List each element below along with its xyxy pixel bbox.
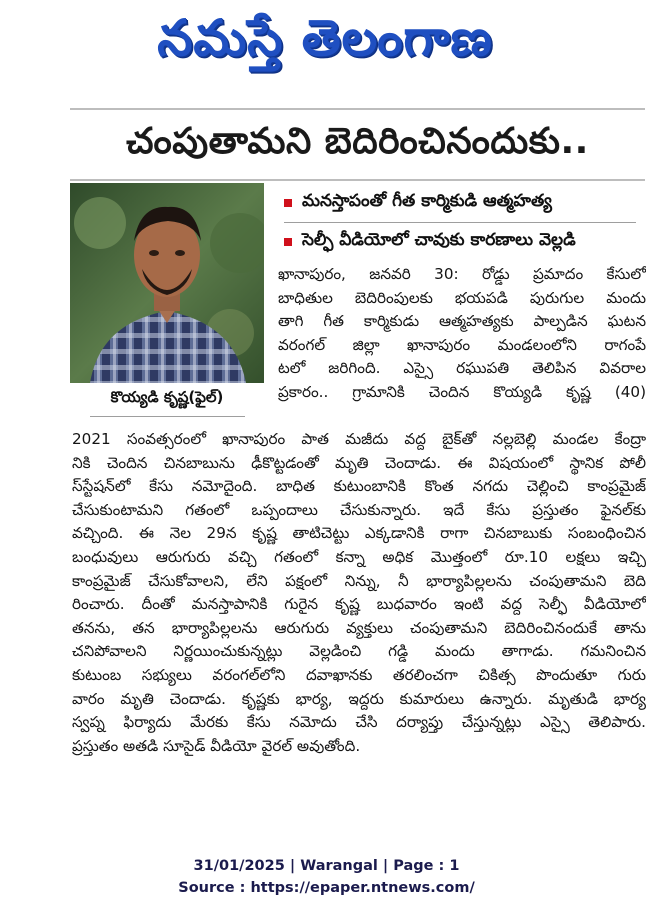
- article-line: 2021 సంవత్సరంలో ఖానాపురం పాత మజీదు వద్ద బైక్‌తో నల్లబెల్లి మండల కేంద్రా: [72, 430, 646, 448]
- article-line: చనిపోవాలని నిర్ణయించుకున్నట్లు వెల్లడించి గడ్డి మందు తాగాడు. గమనించిన: [72, 642, 646, 661]
- article-line: స్వప్న ఫిర్యాదు మేరకు కేసు నమోదు చేసి దర్యాప్తు చేస్తున్నట్లు ఎస్సై తెలిపారు.: [72, 713, 646, 732]
- article-line: ఖానాపురం, జనవరి 30: రోడ్డు ప్రమాదం కేసులో: [278, 265, 646, 283]
- article-line: నికి చెందిన చినబాబును ఢీకొట్టడంతో మృతి చెందాడు. ఈ విషయంలో స్థానిక పోలీ: [72, 453, 646, 472]
- subheadline-bullets: [278, 186, 648, 259]
- article-line: తాగి గీత కార్మికుడు ఆత్మహత్యకు పాల్పడిన ఘటన: [278, 312, 646, 331]
- bullet-marker-icon: [284, 199, 292, 207]
- article-line: టలో జరిగింది. ఎస్సై రఘుపతి తెలిపిన వివరాల: [278, 359, 646, 378]
- article-line: తనను, తన భార్యాపిల్లలను ఆరుగురు వ్యక్తులు చంపుతామని బెదిరించినందుకే తాను: [72, 618, 646, 637]
- article-line: కాంప్రమైజ్ చేసుకోవాలని, లేని పక్షంలో నిన్ను, నీ భార్యాపిల్లలను చంపుతామని బెది: [72, 571, 646, 590]
- article-line: వరంగల్ జిల్లా ఖానాపురం మండలంలోని రాగంపే: [278, 335, 646, 354]
- article-line: వచ్చింది. ఈ నెల 29న కృష్ణ తాటిచెట్టు ఎక్కడానికి రాగా చినబాబుకు సంబంధించిన: [72, 524, 646, 543]
- article-line: ప్రకారం.. గ్రామానికి చెందిన కొయ్యడి కృష్ణ (40): [278, 382, 646, 401]
- caption-divider: [90, 416, 245, 417]
- article-line: కుటుంబ సభ్యులు వరంగల్‌లోని దవాఖానకు తరలించగా చికిత్స పొందుతూ గురు: [72, 665, 646, 684]
- bullet-divider: [284, 222, 636, 223]
- person-portrait-image: [70, 183, 264, 383]
- photo-caption: కొయ్యడి కృష్ణ(ఫైల్): [110, 388, 224, 406]
- bullet-text: సెల్ఫీ వీడియోలో చావుకు కారణాలు వెల్లడి: [302, 230, 576, 250]
- person-photo: [70, 183, 264, 383]
- article-body-top: [278, 263, 646, 405]
- article-line: ప్రస్తుతం అతడి సూసైడ్ వీడియో వైరల్ అవుతోంది.: [72, 736, 361, 755]
- footer-edition-info: 31/01/2025 | Warangal | Page : 1: [193, 858, 460, 874]
- masthead: [0, 0, 653, 96]
- article-line: స్‌స్టేషన్‌లో కేసు నమోదైంది. బాధిత కుటుంబానికి కొంత నగదు చెల్లించి కాంప్రమైజ్: [72, 477, 646, 496]
- article-line: బంధువులు ఆరుగురు వచ్చి గతంలో కన్నా అధిక మొత్తంలో రూ.10 లక్షలు ఇచ్చి: [72, 547, 646, 566]
- article-line: వారం మృతి చెందాడు. కృష్ణకు భార్య, ఇద్దరు కుమారులు ఉన్నారు. మృతుడి భార్య: [72, 689, 646, 708]
- footer-source-link[interactable]: Source : https://epaper.ntnews.com/: [178, 880, 475, 896]
- article-headline: చంపుతామని బెదిరించినందుకు..: [126, 121, 589, 162]
- bullet-item: [278, 186, 648, 220]
- newspaper-logo: నమస్తే తెలంగాణ: [157, 8, 493, 67]
- bullet-item: [278, 225, 648, 259]
- bullet-text: మనస్తాపంతో గీత కార్మికుడి ఆత్మహత్య: [302, 191, 552, 211]
- article-line: రించారు. దీంతో మనస్తాపానికి గురైన కృష్ణ బుధవారం ఇంటి వద్ద సెల్ఫీ వీడియోలో: [72, 595, 646, 614]
- article-line: చేసుకుంటామని గతంలో ఒప్పందాలు చేసుకున్నారు. ఇదే కేసు ప్రస్తుతం ఫైనల్‌కు: [72, 500, 646, 519]
- article-body-full: [72, 428, 646, 758]
- bullet-marker-icon: [284, 238, 292, 246]
- divider-top: [70, 108, 645, 110]
- divider-headline: [70, 179, 645, 181]
- article-line: బాధితుల బెదిరింపులకు భయపడి పురుగుల మందు: [278, 288, 646, 307]
